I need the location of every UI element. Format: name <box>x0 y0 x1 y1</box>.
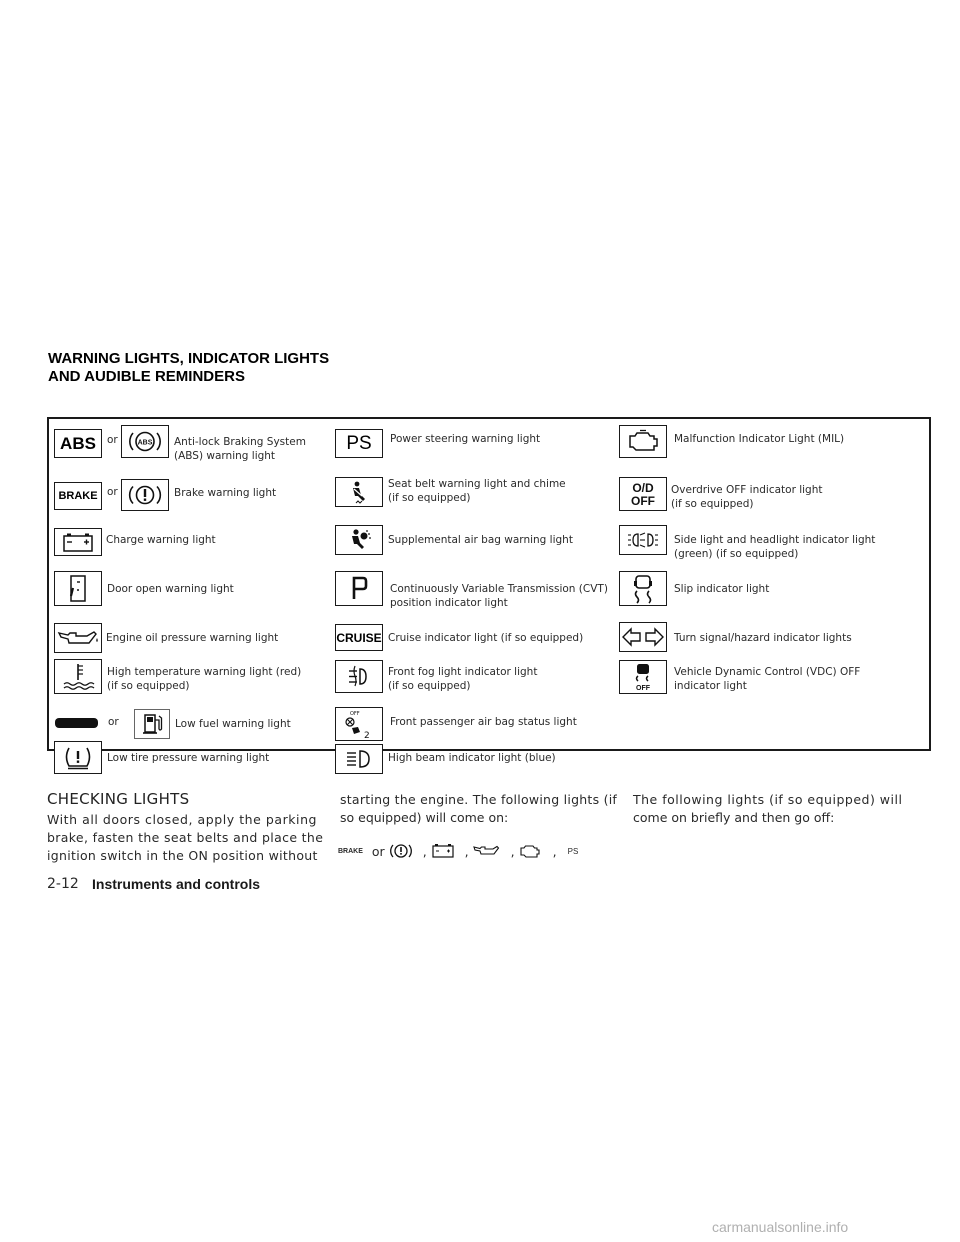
side-headlight-description: Side light and headlight indicator light (green) (if so equipped) <box>674 534 876 560</box>
or-label: or <box>107 434 118 446</box>
cruise-description: Cruise indicator light (if so equipped) <box>388 632 584 644</box>
inline-brake-circle-icon <box>388 841 414 861</box>
inline-oil-can-icon <box>472 841 502 861</box>
svg-text:ABS: ABS <box>137 439 153 447</box>
vdc-off-description: Vehicle Dynamic Control (VDC) OFF indicator light <box>674 666 861 692</box>
front-fog-description: Front fog light indicator light (if so equipped) <box>388 666 538 692</box>
inline-battery-icon <box>430 841 456 861</box>
overdrive-off-icon <box>619 477 667 511</box>
temperature-description: High temperature warning light (red) (if so equipped) <box>107 666 302 692</box>
heading-line-2: AND AUDIBLE REMINDERS <box>48 368 245 385</box>
turn-signal-description: Turn signal/hazard indicator lights <box>674 632 852 644</box>
page-number: 2-12 <box>47 876 79 892</box>
abs-description: Anti-lock Braking System (ABS) warning light <box>174 436 306 462</box>
cvt-position-icon <box>335 571 383 606</box>
abs-label: ABS <box>60 433 96 453</box>
inline-brake-text-icon: BRAKE <box>338 847 363 855</box>
ps-text-icon <box>335 429 383 458</box>
brake-circle-icon <box>121 479 169 511</box>
charge-description: Charge warning light <box>106 534 216 546</box>
checking-lights-title: CHECKING LIGHTS <box>47 790 190 808</box>
ps-description: Power steering warning light <box>390 433 541 445</box>
turn-signal-icon <box>619 622 667 652</box>
coolant-temperature-icon <box>54 659 102 694</box>
brake-description: Brake warning light <box>174 487 277 499</box>
airbag-description: Supplemental air bag warning light <box>388 534 573 546</box>
comma: , <box>510 843 515 859</box>
tire-pressure-description: Low tire pressure warning light <box>107 752 270 764</box>
overdrive-description: Overdrive OFF indicator light (if so equipped) <box>671 484 823 510</box>
inline-engine-icon <box>518 841 544 861</box>
od-line-2: OFF <box>631 494 655 508</box>
battery-icon <box>54 528 102 556</box>
inline-or-label: or <box>371 843 385 859</box>
high-beam-icon <box>335 744 383 774</box>
section-heading <box>48 350 329 386</box>
passenger-airbag-description: Front passenger air bag status light <box>390 716 577 728</box>
engine-malfunction-icon <box>619 425 667 458</box>
door-open-icon <box>54 571 102 606</box>
passenger-airbag-status-icon <box>335 707 383 741</box>
seat-belt-icon <box>335 477 383 507</box>
slip-indicator-icon <box>619 571 667 606</box>
front-fog-icon <box>335 660 383 693</box>
passenger-off-label: OFF <box>350 711 360 717</box>
comma: , <box>422 843 427 859</box>
mil-description: Malfunction Indicator Light (MIL) <box>674 433 845 445</box>
oil-can-icon <box>54 623 102 653</box>
tire-pressure-icon <box>54 741 102 774</box>
side-headlight-icon <box>619 525 667 555</box>
cruise-label: CRUISE <box>336 630 382 645</box>
checking-paragraph-col3: The following lights (if so equipped) will come on briefly and then go off: <box>633 792 903 825</box>
cvt-description: Continuously Variable Transmission (CVT) position indicator light <box>390 583 608 609</box>
passenger-seat-number: 2 <box>364 731 370 740</box>
vdc-off-icon <box>619 660 667 694</box>
door-open-description: Door open warning light <box>107 583 234 595</box>
ps-label: PS <box>346 432 372 454</box>
inline-ps-icon: PS <box>567 846 579 856</box>
cruise-text-icon <box>335 624 383 651</box>
fuel-pump-icon <box>134 709 170 739</box>
or-label: or <box>108 716 119 728</box>
inline-light-icons <box>338 840 578 862</box>
high-beam-description: High beam indicator light (blue) <box>388 752 556 764</box>
seat-belt-description: Seat belt warning light and chime (if so equipped) <box>388 478 566 504</box>
comma: , <box>552 843 557 859</box>
abs-warning-icon <box>54 429 102 458</box>
airbag-icon <box>335 525 383 555</box>
low-fuel-bar-icon <box>55 718 98 728</box>
slip-description: Slip indicator light <box>674 583 770 595</box>
watermark[interactable]: carmanualsonline.info <box>712 1219 849 1235</box>
checking-paragraph-col2: starting the engine. The following lights (if so equipped) will come on: <box>340 792 618 825</box>
checking-paragraph-col1: With all doors closed, apply the parking brake, fasten the seat belts and place the ignition switch in the ON position without <box>47 812 324 863</box>
brake-label: BRAKE <box>58 490 98 502</box>
od-line-1: O/D <box>632 481 654 495</box>
abs-circle-icon <box>121 425 169 458</box>
oil-description: Engine oil pressure warning light <box>106 632 279 644</box>
or-label: or <box>107 486 118 498</box>
warning-lights-table <box>47 417 931 764</box>
comma: , <box>464 843 469 859</box>
heading-line-1: WARNING LIGHTS, INDICATOR LIGHTS <box>48 350 330 367</box>
vdc-off-label: OFF <box>636 685 650 692</box>
brake-text-icon <box>54 482 102 510</box>
chapter-title: Instruments and controls <box>92 876 261 892</box>
low-fuel-description: Low fuel warning light <box>175 718 291 730</box>
